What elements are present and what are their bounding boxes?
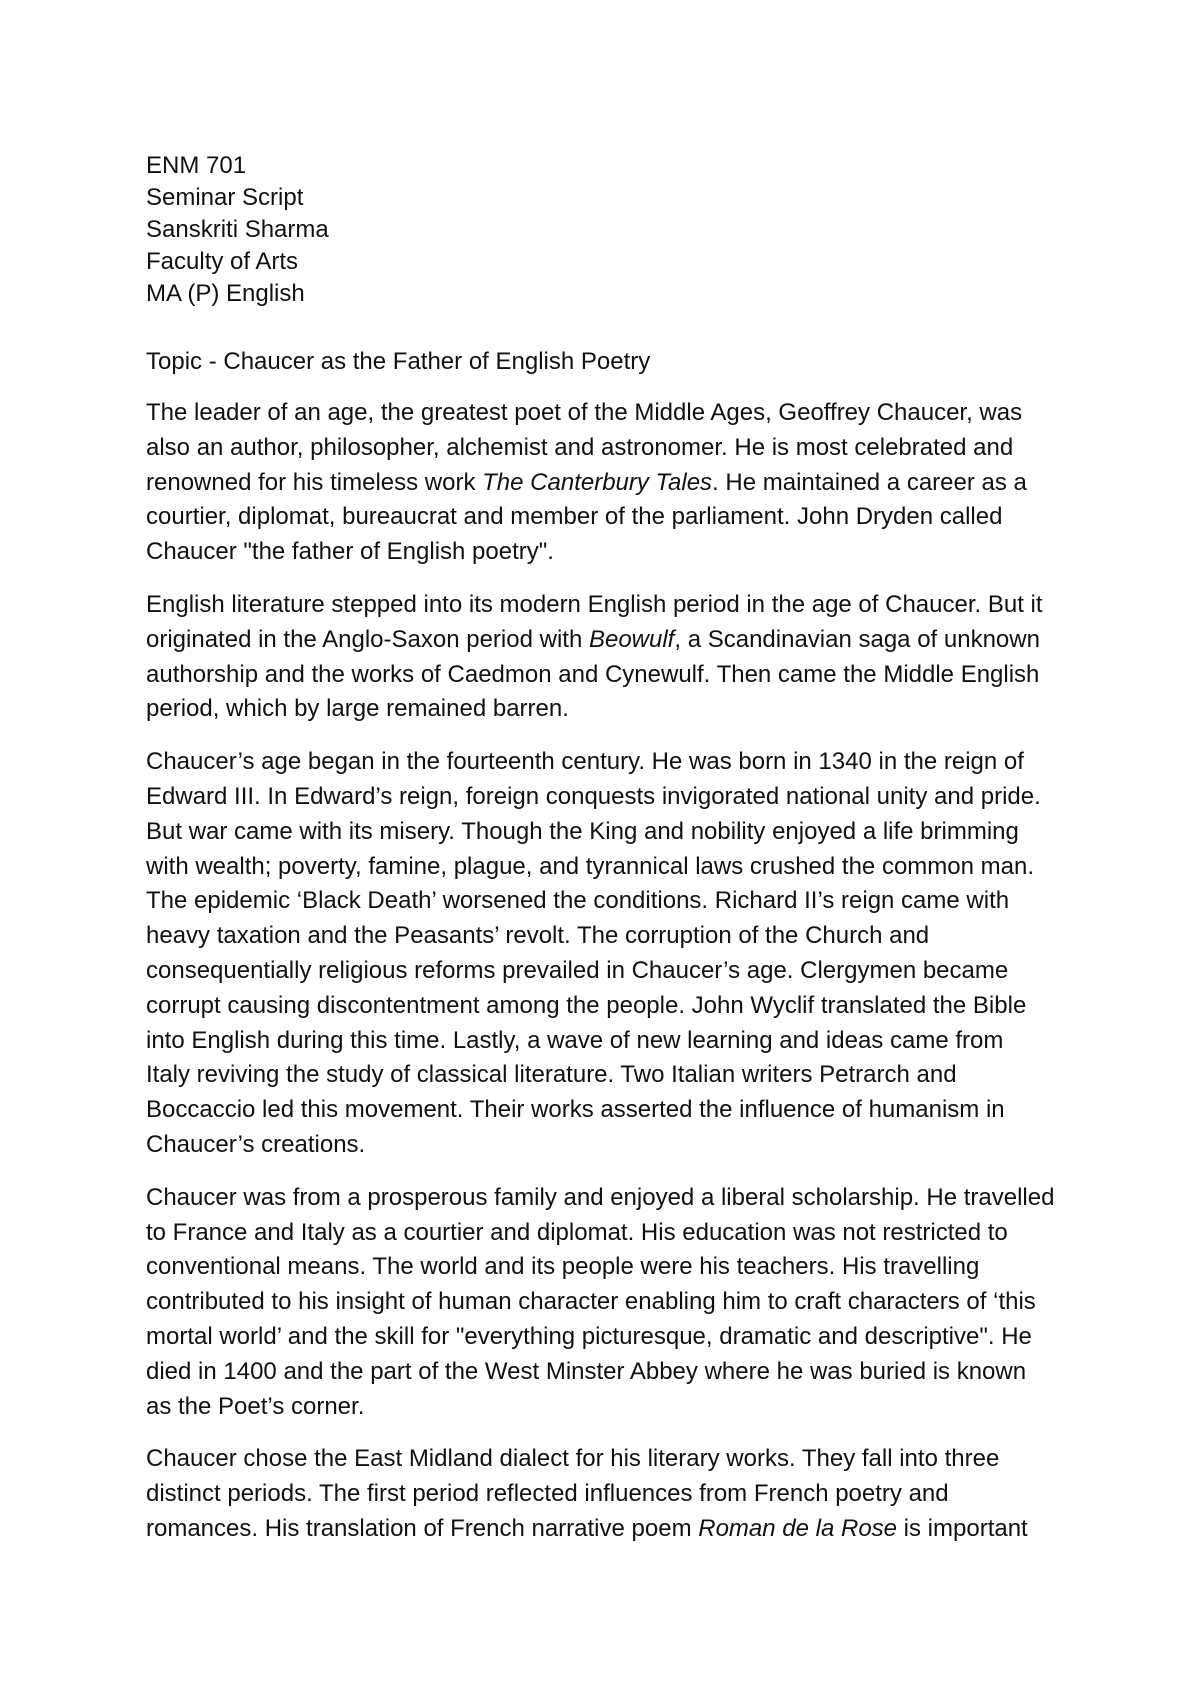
document-page (146, 150, 1076, 1547)
paragraph-2 (146, 588, 1076, 727)
paragraph-4 (146, 1181, 1076, 1425)
text-line: Chaucer’s age began in the fourteenth century. He was born in 1340 in the reign of (146, 748, 1024, 776)
text-line: consequentially religious reforms prevailed in Chaucer’s age. Clergymen became (146, 956, 1009, 984)
text-line: Boccaccio led this movement. Their works asserted the influence of humanism in (146, 1096, 1005, 1124)
text-line: conventional means. The world and its people were his teachers. His travelling (146, 1253, 980, 1281)
paragraph-3 (146, 745, 1076, 1163)
text-line: Chaucer "the father of English poetry". (146, 538, 554, 566)
italic-title: Beowulf (588, 625, 675, 653)
italic-title: Roman de la Rose (698, 1514, 898, 1542)
text-line: mortal world’ and the skill for "everything picturesque, dramatic and descriptive". He (146, 1322, 1032, 1350)
course-code: ENM 701 (146, 152, 247, 179)
text-line: contributed to his insight of human character enabling him to craft characters of ‘this (146, 1288, 1036, 1316)
text-line: authorship and the works of Caedmon and Cynewulf. Then came the Middle English (146, 660, 1040, 688)
document-header (146, 150, 1076, 310)
text-line: Chaucer’s creations. (146, 1130, 366, 1158)
program-name: MA (P) English (146, 280, 305, 307)
faculty-name: Faculty of Arts (146, 248, 299, 275)
paragraph-5 (146, 1442, 1076, 1546)
text-line: died in 1400 and the part of the West Minster Abbey where he was buried is known (146, 1357, 1027, 1385)
text-line: with wealth; poverty, famine, plague, and tyrannical laws crushed the common man. (146, 852, 1034, 880)
italic-title: The Canterbury Tales (482, 468, 713, 496)
text-line: romances. His translation of French narrative poem Roman de la Rose is important (146, 1514, 1028, 1542)
text-line: heavy taxation and the Peasants’ revolt. The corruption of the Church and (146, 922, 930, 950)
text-line: distinct periods. The first period reflected influences from French poetry and (146, 1480, 949, 1508)
text-line: to France and Italy as a courtier and diplomat. His education was not restricted to (146, 1218, 1008, 1246)
text-line: English literature stepped into its modern English period in the age of Chaucer. But it (146, 590, 1043, 618)
text-line: Chaucer chose the East Midland dialect for his literary works. They fall into three (146, 1445, 1000, 1473)
text-line: corrupt causing discontentment among the people. John Wyclif translated the Bible (146, 991, 1027, 1019)
text-line: The leader of an age, the greatest poet of the Middle Ages, Geoffrey Chaucer, was (146, 399, 1023, 426)
text-line: courtier, diplomat, bureaucrat and member of the parliament. John Dryden called (146, 503, 1003, 531)
topic-heading: Topic - Chaucer as the Father of English Poetry (146, 348, 651, 375)
text-line: The epidemic ‘Black Death’ worsened the conditions. Richard II’s reign came with (146, 887, 1010, 915)
text-line: But war came with its misery. Though the King and nobility enjoyed a life brimming (146, 817, 1019, 845)
text-line: as the Poet’s corner. (146, 1392, 365, 1420)
text-line: into English during this time. Lastly, a wave of new learning and ideas came from (146, 1026, 1004, 1054)
document-body (146, 396, 1076, 1547)
text-line: period, which by large remained barren. (146, 695, 569, 723)
document-type: Seminar Script (146, 184, 304, 211)
text-line: renowned for his timeless work The Canterbury Tales. He maintained a career as a (146, 468, 1027, 496)
text-line: Edward III. In Edward’s reign, foreign conquests invigorated national unity and pride. (146, 782, 1041, 810)
text-line: originated in the Anglo-Saxon period with Beowulf, a Scandinavian saga of unknown (146, 625, 1040, 653)
author-name: Sanskriti Sharma (146, 216, 329, 243)
text-line: Chaucer was from a prosperous family and enjoyed a liberal scholarship. He travelled (146, 1183, 1055, 1211)
paragraph-1 (146, 396, 1076, 570)
text-line: Italy reviving the study of classical literature. Two Italian writers Petrarch and (146, 1061, 957, 1089)
text-line: also an author, philosopher, alchemist and astronomer. He is most celebrated and (146, 433, 1014, 461)
